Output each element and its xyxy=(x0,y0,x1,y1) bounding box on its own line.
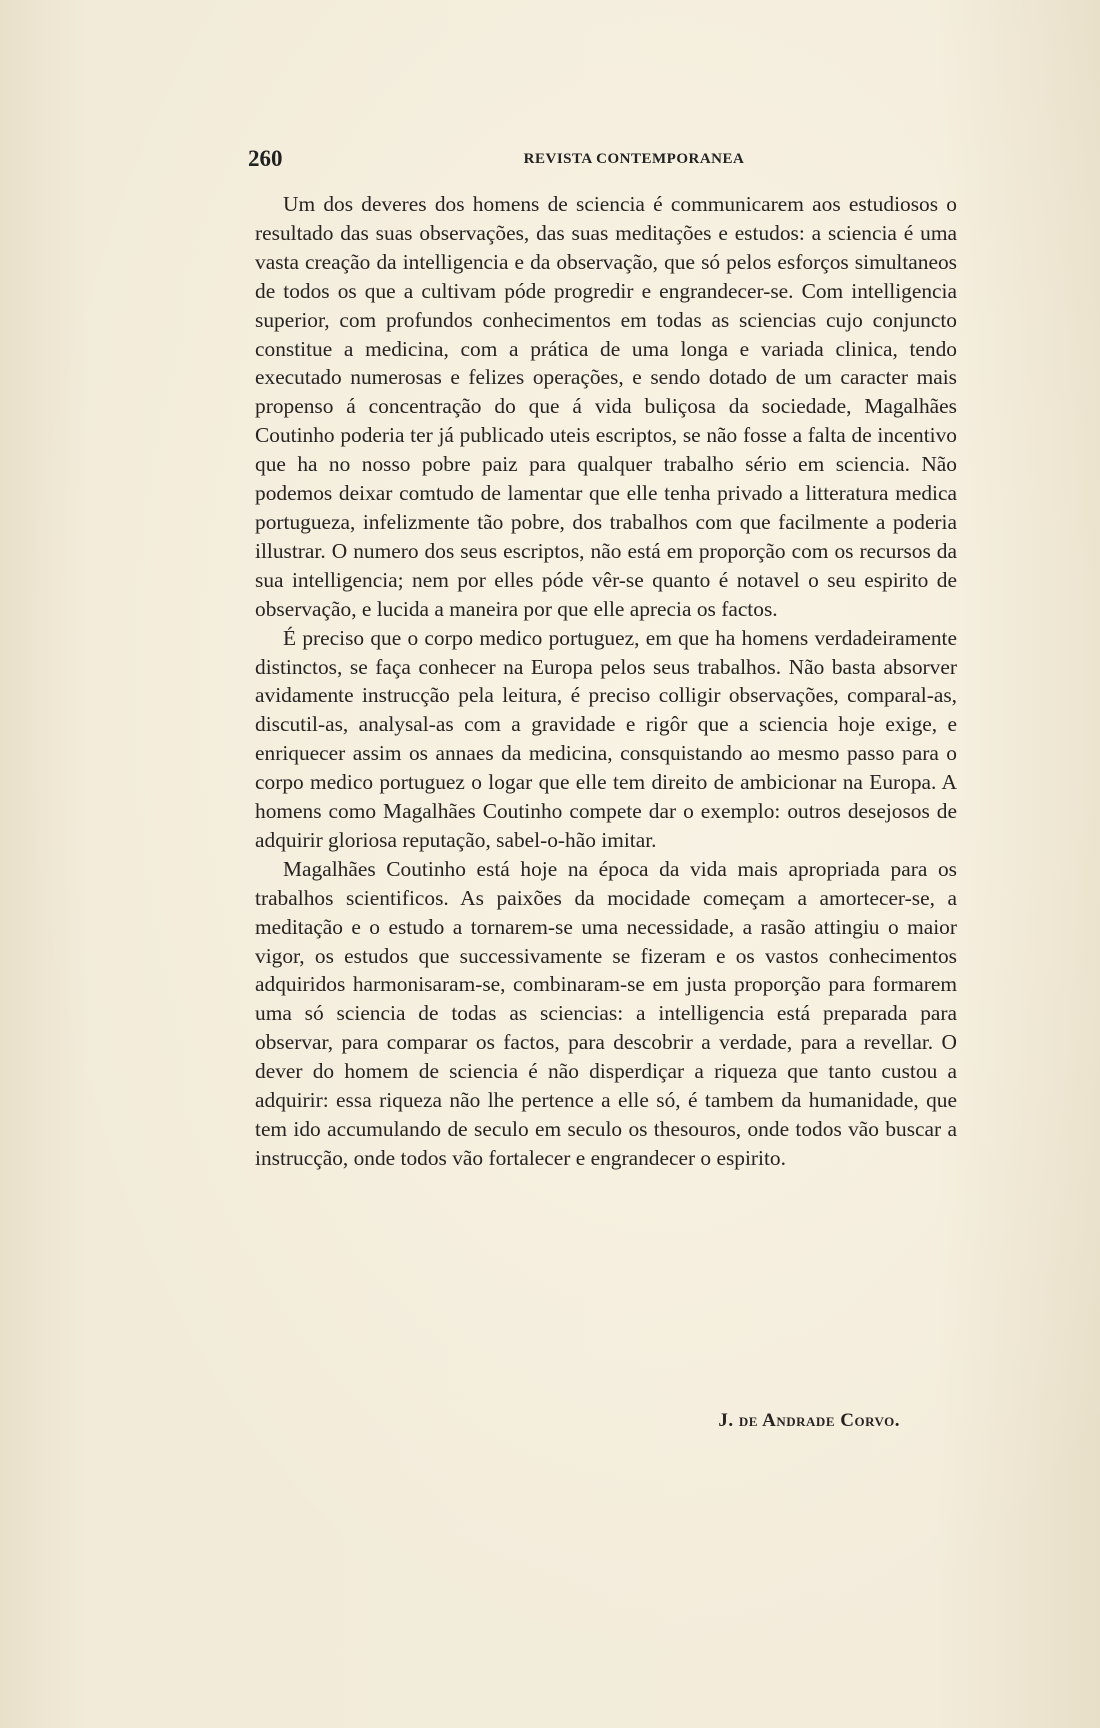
paragraph: Magalhães Coutinho está hoje na época da vida mais apropriada para os trabalhos scientificos. As paixões da mocidade começam a amortecer-se, a meditação e o estudo a tornarem-se uma necessidade, a rasão attingiu o maior vigor, os estudos que successivamente se fizeram e os vastos conhecimentos adquiridos harmonisaram-se, combinaram-se em justa proporção para formarem uma só sciencia de todas as sciencias: a intelligencia está preparada para observar, para comparar os factos, para descobrir a verdade, para a revellar. O dever do homem de sciencia é não disperdiçar a riqueza que tanto custou a adquirir: essa riqueza não lhe pertence a elle só, é tambem da humanidade, que tem ido accumulando de seculo em seculo os thesouros, onde todos vão buscar a instrucção, onde todos vão fortalecer e engrandecer o espirito. xyxy=(255,856,957,1170)
paragraph: Um dos deveres dos homens de sciencia é communicarem aos estudiosos o resultado das suas observações, das suas meditações e estudos: a sciencia é uma vasta creação da intelligencia e da observação, que só pelos esforços simultaneos de todos os que a cultivam póde progredir e engrandecer-se. Com intelligencia superior, com profundos conhecimentos em todas as sciencias cujo conjuncto constitue a medicina, com a prática de uma longa e variada clinica, tendo executado numerosas e felizes operações, e sendo dotado de um caracter mais propenso á concentração do que á vida buliçosa da sociedade, Magalhães Coutinho poderia ter já publicado uteis escriptos, se não fosse a falta de incentivo que ha no nosso pobre paiz para qualquer trabalho sério em sciencia. Não podemos deixar comtudo de lamentar que elle tenha privado a litteratura medica portugueza, infelizmente tão pobre, dos trabalhos com que facilmente a poderia illustrar. O numero dos seus escriptos, não está em proporção com os recursos da sua intelligencia; nem por elles póde vêr-se quanto é notavel o seu espirito de observação, e lucida a maneira por que elle aprecia os factos. xyxy=(255,192,957,621)
page-number: 260 xyxy=(248,146,283,171)
article-body xyxy=(255,190,957,1173)
paragraph: É preciso que o corpo medico portuguez, em que ha homens verdadeiramente distinctos, se faça conhecer na Europa pelos seus trabalhos. Não basta absorver avidamente instrucção pela leitura, é preciso colligir observações, comparal-as, discutil-as, analysal-as com a gravidade e rigôr que a sciencia hoje exige, e enriquecer assim os annaes da medicina, consquistando ao mesmo passo para o corpo medico portuguez o logar que elle tem direito de ambicionar na Europa. A homens como Magalhães Coutinho compete dar o exemplo: outros desejosos de adquirir gloriosa reputação, sabel-o-hão imitar. xyxy=(255,625,957,852)
running-title: REVISTA CONTEMPORANEA xyxy=(523,151,745,167)
author-signature: J. de Andrade Corvo. xyxy=(718,1410,900,1431)
page-header xyxy=(248,146,960,174)
